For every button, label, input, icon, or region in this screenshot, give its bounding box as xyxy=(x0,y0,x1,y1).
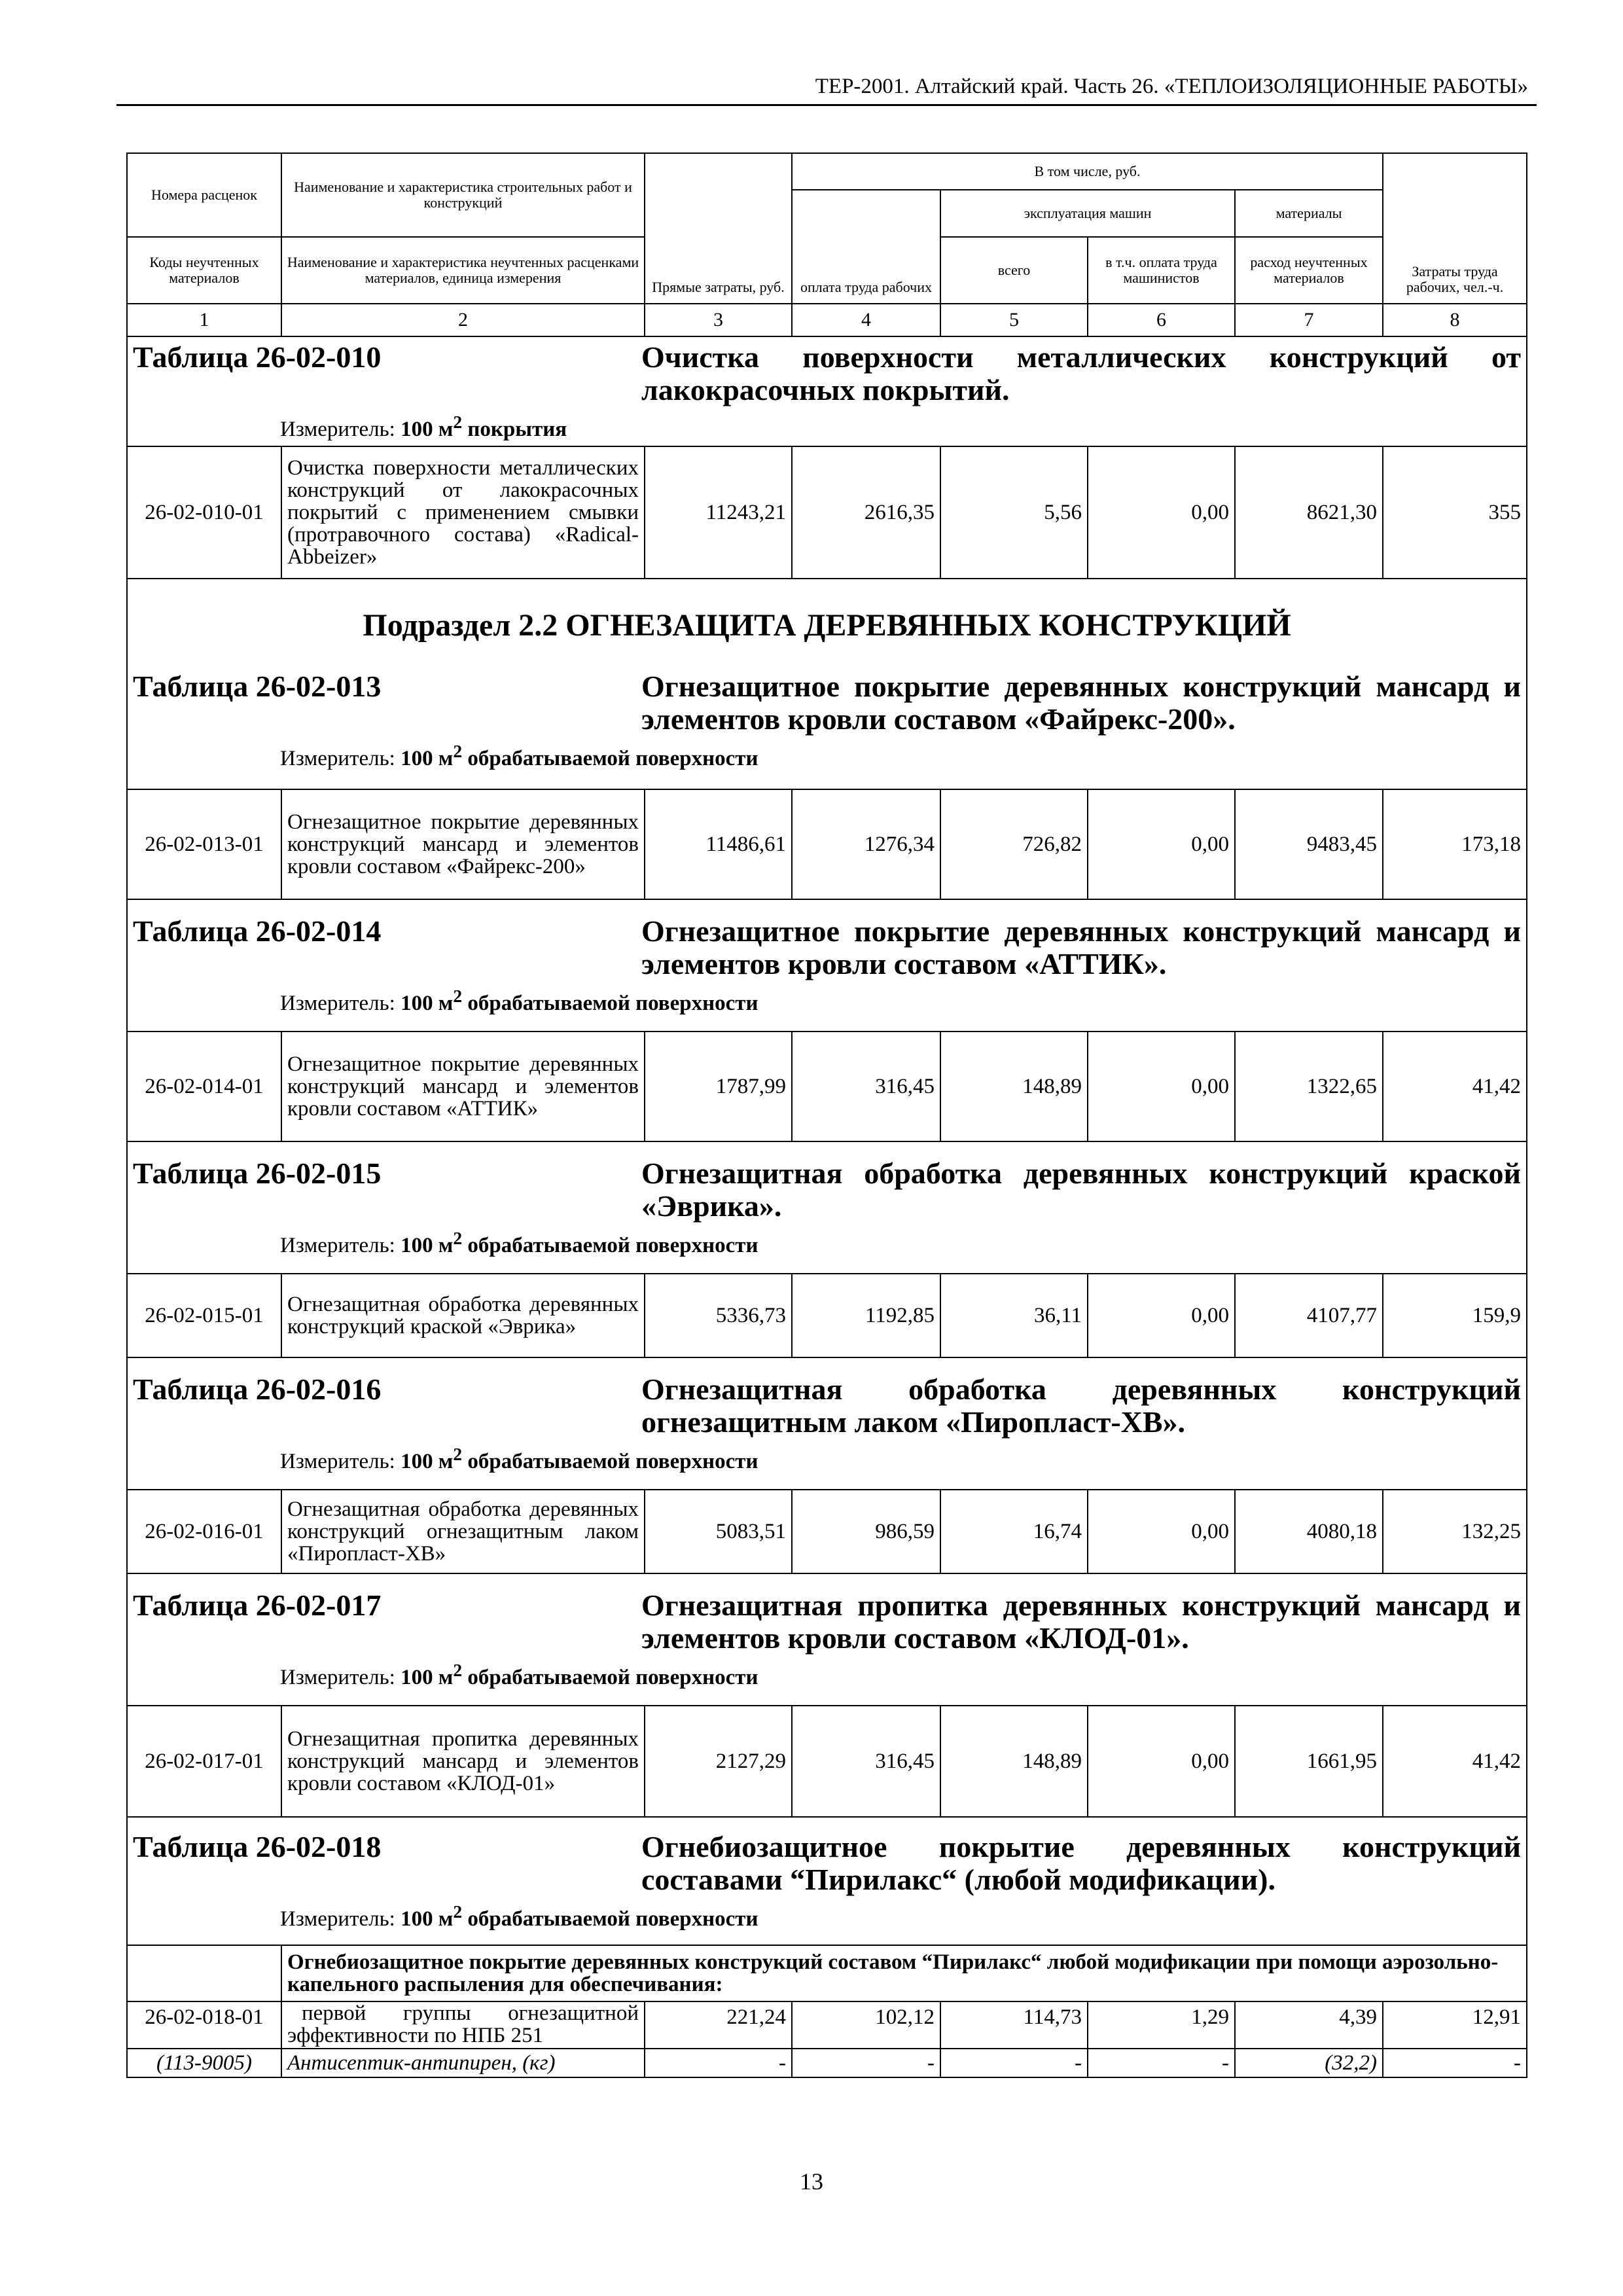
table-block xyxy=(127,899,1527,1141)
col-number: 3 xyxy=(645,304,792,336)
direct-cost: 11486,61 xyxy=(645,789,792,899)
material-labor-cost: - xyxy=(1383,2049,1527,2077)
labor-pay: 316,45 xyxy=(792,1706,940,1817)
meter-line xyxy=(280,1225,1521,1259)
labor-cost: 159,9 xyxy=(1383,1274,1527,1357)
material-machines: - xyxy=(940,2049,1088,2077)
rate-name: Огнезащитная обработка деревянных конструкций краской «Эврика» xyxy=(281,1274,645,1357)
col-direct-header: Прямые затраты, руб. xyxy=(645,153,792,304)
table-name: Очистка поверхности металлических конструкций от лакокрасочных покрытий. xyxy=(641,340,1522,406)
table-title: Таблица 26-02-013 xyxy=(133,669,382,703)
meter-line xyxy=(280,738,1521,772)
col-number: 4 xyxy=(792,304,940,336)
col-number: 1 xyxy=(127,304,281,336)
machines-total: 16,74 xyxy=(940,1490,1088,1573)
meter-exponent: 2 xyxy=(453,411,463,432)
material-row xyxy=(127,2049,1527,2077)
machines-labor: 0,00 xyxy=(1088,446,1235,579)
rate-name: Огнезащитная обработка деревянных конструкций огнезащитным лаком «Пиропласт-ХВ» xyxy=(281,1490,645,1573)
col-number: 5 xyxy=(940,304,1088,336)
meter-object: обрабатываемой поверхности xyxy=(462,1907,758,1931)
material-consumption: (32,2) xyxy=(1235,2049,1383,2077)
machines-labor: 0,00 xyxy=(1088,1031,1235,1141)
meter-label: Измеритель: xyxy=(280,1233,395,1257)
labor-pay: 316,45 xyxy=(792,1031,940,1141)
meter-object: обрабатываемой поверхности xyxy=(462,991,758,1015)
meter-unit: 100 м xyxy=(401,1449,454,1473)
meter-object: обрабатываемой поверхности xyxy=(462,1233,758,1257)
materials: 8621,30 xyxy=(1235,446,1383,579)
col-machines-header: эксплуатация машин xyxy=(940,190,1235,237)
meter-unit: 100 м xyxy=(401,1665,454,1689)
meter-line xyxy=(280,409,1521,442)
meter-line xyxy=(280,983,1521,1016)
meter-object: обрабатываемой поверхности xyxy=(462,746,758,770)
materials: 4080,18 xyxy=(1235,1490,1383,1573)
labor-cost: 132,25 xyxy=(1383,1490,1527,1573)
meter-line xyxy=(280,1899,1521,1932)
meter-unit: 100 м xyxy=(401,1907,454,1931)
meter-object: покрытия xyxy=(462,417,567,441)
rates-table xyxy=(126,152,1527,2078)
col-codes2-header: Коды неучтенных материалов xyxy=(127,237,281,304)
direct-cost: 5336,73 xyxy=(645,1274,792,1357)
materials: 1661,95 xyxy=(1235,1706,1383,1817)
labor-pay: 1192,85 xyxy=(792,1274,940,1357)
table-row xyxy=(127,789,1527,899)
col-number: 6 xyxy=(1088,304,1235,336)
rate-code: 26-02-015-01 xyxy=(127,1274,281,1357)
table-row xyxy=(127,1274,1527,1357)
material-name: Антисептик-антипирен, (кг) xyxy=(281,2049,645,2077)
table-row xyxy=(127,1031,1527,1141)
labor-cost: 12,91 xyxy=(1383,2001,1527,2049)
meter-exponent: 2 xyxy=(453,1659,463,1680)
machines-labor: 0,00 xyxy=(1088,1274,1235,1357)
materials: 1322,65 xyxy=(1235,1031,1383,1141)
rate-code: 26-02-014-01 xyxy=(127,1031,281,1141)
labor-cost: 41,42 xyxy=(1383,1031,1527,1141)
table-description: Огнебиозащитное покрытие деревянных конструкций составом “Пирилакс“ любой модификации при помощи аэрозольно-капельного распыления для обеспечивания: xyxy=(281,1945,1527,2001)
table-block xyxy=(127,1357,1527,1573)
meter-exponent: 2 xyxy=(453,985,463,1006)
rate-code: 26-02-017-01 xyxy=(127,1706,281,1817)
table-block xyxy=(127,579,1527,899)
machines-total: 36,11 xyxy=(940,1274,1088,1357)
meter-exponent: 2 xyxy=(453,1901,463,1922)
meter-label: Измеритель: xyxy=(280,991,395,1015)
table-name: Огнезащитная пропитка деревянных конструкций мансард и элементов кровли составом «КЛОД-01». xyxy=(641,1588,1522,1655)
rate-code: 26-02-016-01 xyxy=(127,1490,281,1573)
labor-cost: 41,42 xyxy=(1383,1706,1527,1817)
meter-label: Измеритель: xyxy=(280,417,395,441)
col-materials-unaccounted-header: расход неучтенных материалов xyxy=(1235,237,1383,304)
machines-labor: 0,00 xyxy=(1088,789,1235,899)
table-head xyxy=(127,153,1527,336)
direct-cost: 221,24 xyxy=(645,2001,792,2049)
labor-pay: 102,12 xyxy=(792,2001,940,2049)
labor-pay: 1276,34 xyxy=(792,789,940,899)
running-header: ТЕР-2001. Алтайский край. Часть 26. «ТЕПЛОИЗОЛЯЦИОННЫЕ РАБОТЫ» xyxy=(815,75,1528,98)
table-block xyxy=(127,336,1527,579)
direct-cost: 11243,21 xyxy=(645,446,792,579)
table-title: Таблица 26-02-014 xyxy=(133,914,382,948)
table-name: Огнезащитное покрытие деревянных конструкций мансард и элементов кровли составом «Файрекс-200». xyxy=(641,669,1522,736)
materials: 4,39 xyxy=(1235,2001,1383,2049)
table-name: Огнезащитная обработка деревянных конструкций краской «Эврика». xyxy=(641,1156,1522,1223)
labor-pay: 2616,35 xyxy=(792,446,940,579)
direct-cost: 2127,29 xyxy=(645,1706,792,1817)
machines-total: 148,89 xyxy=(940,1031,1088,1141)
materials: 9483,45 xyxy=(1235,789,1383,899)
machines-labor: 1,29 xyxy=(1088,2001,1235,2049)
col-incl-header: В том числе, руб. xyxy=(792,153,1383,190)
material-machines-labor: - xyxy=(1088,2049,1235,2077)
rate-name: Огнезащитная пропитка деревянных конструкций мансард и элементов кровли составом «КЛОД-01» xyxy=(281,1706,645,1817)
meter-exponent: 2 xyxy=(453,1443,463,1464)
material-code: (113-9005) xyxy=(127,2049,281,2077)
materials: 4107,77 xyxy=(1235,1274,1383,1357)
table-name: Огнезащитная обработка деревянных конструкций огнезащитным лаком «Пиропласт-ХВ». xyxy=(641,1372,1522,1439)
meter-line xyxy=(280,1657,1521,1691)
table-block xyxy=(127,1573,1527,1817)
col-machines-labor-header: в т.ч. оплата труда машинистов xyxy=(1088,237,1235,304)
meter-label: Измеритель: xyxy=(280,1907,395,1931)
col-number: 2 xyxy=(281,304,645,336)
rate-code: 26-02-010-01 xyxy=(127,446,281,579)
rate-code: 26-02-013-01 xyxy=(127,789,281,899)
col-name2-header: Наименование и характеристика неучтенных расценками материалов, единица измерения xyxy=(281,237,645,304)
table-title: Таблица 26-02-010 xyxy=(133,340,382,374)
labor-cost: 173,18 xyxy=(1383,789,1527,899)
machines-total: 114,73 xyxy=(940,2001,1088,2049)
machines-total: 148,89 xyxy=(940,1706,1088,1817)
rate-code: 26-02-018-01 xyxy=(127,2001,281,2049)
labor-pay: 986,59 xyxy=(792,1490,940,1573)
machines-total: 5,56 xyxy=(940,446,1088,579)
direct-cost: 5083,51 xyxy=(645,1490,792,1573)
page-number: 13 xyxy=(800,2168,823,2195)
table-block xyxy=(127,1817,1527,2077)
table-row xyxy=(127,1706,1527,1817)
table-block xyxy=(127,1141,1527,1357)
meter-label: Измеритель: xyxy=(280,746,395,770)
subsection-heading: Подраздел 2.2 ОГНЕЗАЩИТА ДЕРЕВЯННЫХ КОНСТРУКЦИЙ xyxy=(363,607,1291,643)
meter-exponent: 2 xyxy=(453,1227,463,1248)
table-name: Огнебиозащитное покрытие деревянных конструкций составами “Пирилакс“ (любой модификации). xyxy=(641,1829,1522,1896)
col-labor-header: оплата труда рабочих xyxy=(792,190,940,304)
labor-cost: 355 xyxy=(1383,446,1527,579)
meter-label: Измеритель: xyxy=(280,1449,395,1473)
col-name-header: Наименование и характеристика строительных работ и конструкций xyxy=(281,153,645,237)
machines-total: 726,82 xyxy=(940,789,1088,899)
table-row xyxy=(127,1490,1527,1573)
table-title: Таблица 26-02-018 xyxy=(133,1829,382,1863)
material-labor: - xyxy=(792,2049,940,2077)
meter-unit: 100 м xyxy=(401,1233,454,1257)
rate-name: первой группы огнезащитной эффективности по НПБ 251 xyxy=(281,2001,645,2049)
meter-label: Измеритель: xyxy=(280,1665,395,1689)
table-title: Таблица 26-02-017 xyxy=(133,1588,382,1622)
material-direct: - xyxy=(645,2049,792,2077)
col-number: 7 xyxy=(1235,304,1383,336)
table-row xyxy=(127,446,1527,579)
direct-cost: 1787,99 xyxy=(645,1031,792,1141)
meter-line xyxy=(280,1441,1521,1475)
header-rule xyxy=(116,104,1537,106)
meter-unit: 100 м xyxy=(401,746,454,770)
meter-exponent: 2 xyxy=(453,740,463,761)
table-title: Таблица 26-02-015 xyxy=(133,1156,382,1190)
col-labor-cost-header: Затраты труда рабочих, чел.-ч. xyxy=(1383,153,1527,304)
meter-unit: 100 м xyxy=(401,991,454,1015)
rate-name: Огнезащитное покрытие деревянных конструкций мансард и элементов кровли составом «АТТИК» xyxy=(281,1031,645,1141)
table-title: Таблица 26-02-016 xyxy=(133,1372,382,1406)
col-codes-header: Номера расценок xyxy=(127,153,281,237)
col-number: 8 xyxy=(1383,304,1527,336)
meter-unit: 100 м xyxy=(401,417,454,441)
machines-labor: 0,00 xyxy=(1088,1490,1235,1573)
col-machines-total-header: всего xyxy=(940,237,1088,304)
col-materials-header: материалы xyxy=(1235,190,1383,237)
rate-name: Очистка поверхности металлических конструкций от лакокрасочных покрытий с применением смывки (протравочного состава) «Radical-Abbeizer» xyxy=(281,446,645,579)
machines-labor: 0,00 xyxy=(1088,1706,1235,1817)
meter-object: обрабатываемой поверхности xyxy=(462,1449,758,1473)
table-name: Огнезащитное покрытие деревянных конструкций мансард и элементов кровли составом «АТТИК». xyxy=(641,914,1522,980)
rate-name: Огнезащитное покрытие деревянных конструкций мансард и элементов кровли составом «Файрекс-200» xyxy=(281,789,645,899)
meter-object: обрабатываемой поверхности xyxy=(462,1665,758,1689)
table-row xyxy=(127,2001,1527,2049)
